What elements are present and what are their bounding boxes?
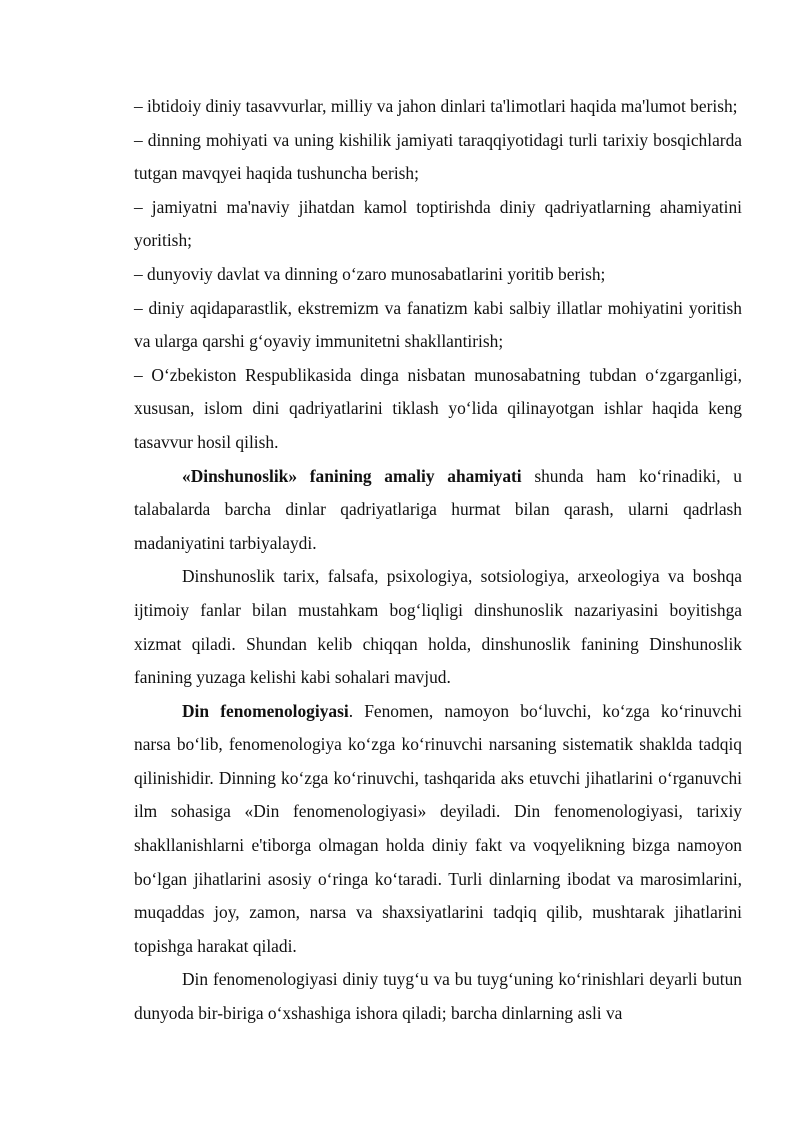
paragraph-religious-feeling: Din fenomenologiyasi diniy tuygʻu va bu tuygʻuning koʻrinishlari deyarli butun dunyoda bir-biriga oʻxshashiga ishora qiladi; barcha dinlarning asli va bbox=[134, 969, 742, 1024]
paragraph-text: . Fenomen, namoyon boʻluvchi, koʻzga koʻrinuvchi narsa boʻlib, fenomenologiya koʻzga koʻrinuvchi narsaning sistematik shaklda tadqiq qilinishidir. Dinning koʻzga koʻrinuvchi, tashqarida aks etuvchi jihatlarini oʻrganuvchi ilm sohasiga «Din fenomenologiyasi» deyiladi. Din fenomenologiyasi, tarixiy shakllanishlarni e'tiborga olmagan holda diniy fakt va voqyelikning bizga namoyon boʻlgan jihatlarini asosiy oʻringa koʻtaradi. Turli dinlarning ibodat va marosimlarini, muqaddas joy, zamon, narsa va shaxsiyatlarini tadqiq qilib, mushtarak jihatlarini topishga harakat qiladi. bbox=[134, 700, 743, 956]
bullet-item: – jamiyatni ma'naviy jihatdan kamol toptirishda diniy qadriyatlarning ahamiyatini yoritish; bbox=[134, 196, 742, 251]
page-body bbox=[134, 90, 742, 1031]
paragraph-text: shunda ham koʻrinadiki, u talabalarda barcha dinlar qadriyatlariga hurmat bilan qarash, ularni qadrlash madaniyatini tarbiyalaydi. bbox=[134, 465, 742, 553]
bullet-item: – diniy aqidaparastlik, ekstremizm va fanatizm kabi salbiy illatlar mohiyatini yoritish va ularga qarshi gʻoyaviy immunitetni shakllantirish; bbox=[134, 297, 742, 352]
paragraph-practical-importance bbox=[134, 460, 742, 561]
bullet-item: – dunyoviy davlat va dinning oʻzaro munosabatlarini yoritib berish; bbox=[134, 263, 606, 284]
paragraph-heading-bold: Din fenomenologiyasi bbox=[182, 700, 349, 721]
bullet-item: – dinning mohiyati va uning kishilik jamiyati taraqqiyotidagi turli tarixiy bosqichlarda tutgan mavqyei haqida tushuncha berish; bbox=[134, 129, 742, 184]
bullet-item: – Oʻzbekiston Respublikasida dinga nisbatan munosabatning tubdan oʻzgarganligi, xususan, islom dini qadriyatlarini tiklash yoʻlida qilinayotgan ishlar haqida keng tasavvur hosil qilish. bbox=[134, 364, 742, 452]
paragraph-phenomenology bbox=[134, 695, 742, 964]
paragraph-heading-bold: «Dinshunoslik» fanining amaliy ahamiyati bbox=[182, 465, 522, 486]
bullet-item: – ibtidoiy diniy tasavvurlar, milliy va jahon dinlari ta'limotlari haqida ma'lumot berish; bbox=[134, 96, 738, 116]
paragraph-related-sciences: Dinshunoslik tarix, falsafa, psixologiya, sotsiologiya, arxeologiya va boshqa ijtimoiy fanlar bilan mustahkam bogʻliqligi dinshunoslik nazariyasini boyitishga xizmat qiladi. Shundan kelib chiqqan holda, dinshunoslik fanining Dinshunoslik fanining yuzaga kelishi kabi sohalari mavjud. bbox=[134, 566, 742, 688]
